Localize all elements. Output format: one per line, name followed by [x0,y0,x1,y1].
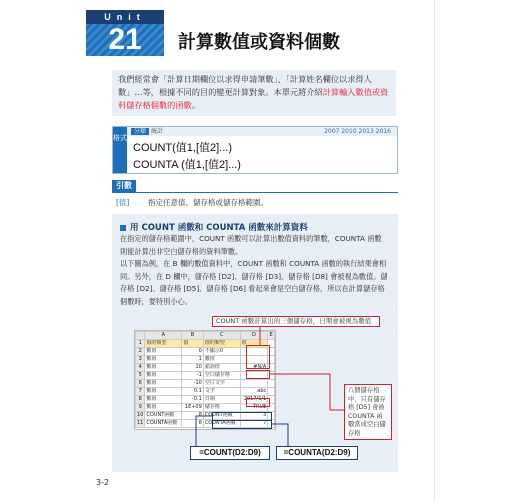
sheet-cell: 0.1 [182,388,204,396]
row-number: 2 [136,348,145,356]
sheet-cell: 8 [182,412,204,420]
col-header: D [240,332,268,340]
row-number: 10 [137,412,144,418]
args-rule [112,192,398,193]
sheet-cell: 文字 [203,388,240,396]
sheet-row [136,380,275,388]
arg-description: 指定任意值、儲存格或儲存格範圍。 [148,198,268,207]
sheet-cell: -0.1 [182,396,204,404]
sheet-cell: 7 [240,420,268,428]
category-value: 統計 [151,128,164,135]
page-title: 計算數值或資料個數 [178,32,340,53]
sheet-cell: 值的類型 [145,340,182,348]
sheet-cell [268,380,275,388]
sheet-cell: COUNTA函數 [203,420,240,428]
intro-text: 我們經常會「計算日期欄位以求得申請筆數」、「計算姓名欄位以求得人數」…等，根據不同的目的變更計算對象。本單元將介紹 [118,74,372,97]
col-header: E [269,332,273,338]
sheet-cell: abc [240,388,268,396]
row-number: 7 [136,388,145,396]
sheet-cell: 8 [182,420,204,428]
highlight-d8 [246,398,270,407]
sheet-cell: 錯誤值 [203,364,240,372]
sheet-cell: TRUE [240,404,268,412]
row-number: 4 [136,364,145,372]
sheet-cell: 數值 [145,356,182,364]
sheet-cell: 3 [240,412,268,420]
intro-text-end: 。 [191,100,200,110]
args-heading: 引數 [112,180,136,192]
highlight-d2-d4 [246,345,270,369]
highlight-counta-result [212,420,272,429]
sheet-cell: 數值 [145,364,182,372]
sheet-cell [240,380,268,388]
unit-label: Unit [86,10,164,24]
sheet-cell: 數值 [145,396,182,404]
formula-box-counta: =COUNTA(D2:D9) [276,446,358,460]
row-number: 1 [136,340,145,348]
sheet-cell: 數值 [203,356,240,364]
version-list: 2007 2010 2013 2016 [324,128,391,135]
sheet-cell [268,388,275,396]
page-header [0,0,520,62]
sheet-cell: 0 [182,348,204,356]
sheet-cell: 不顯示0 [203,348,240,356]
row-number: 5 [136,372,145,380]
format-side-label: 格式 [113,127,127,173]
sheet-cell: 值 [240,340,268,348]
category-tag: 分類 [131,128,149,135]
sheet-cell: 儲存格 [203,404,240,412]
sheet-cell: #N/A [240,364,268,372]
tip-paragraph-1: 在指定的儲存格範圍中，COUNT 函數可以計算出數值資料的筆數，COUNTA 函數則能計算出非空白儲存格的資料筆數。 [120,234,382,256]
row-number: 9 [136,404,145,412]
intro-highlight: 計算輸入數值或資料儲存格個數的函數 [118,87,389,110]
row-number: 11 [137,420,144,426]
sheet-cell: 2017/1/1 [240,396,268,404]
arg-name: [值] [116,198,130,207]
sheet-cell: -10 [182,380,204,388]
sheet-cell: 日期 [203,396,240,404]
sheet-cell: 10 [182,364,204,372]
row-number: 6 [136,380,145,388]
col-header: B [182,332,204,340]
unit-number: 21 [108,23,142,56]
sheet-cell: 數值 [145,404,182,412]
sheet-cell: 值的類型 [203,340,240,348]
sheet-row [136,388,275,396]
sheet-cell: 1 [182,356,204,364]
sheet-cell: COUNT函數 [145,412,182,420]
format-box [112,126,398,174]
highlight-d5 [246,370,270,379]
tip-body [120,233,388,308]
col-header: C [203,332,240,340]
sheet-cell: 空白儲存格 [203,372,240,380]
sheet-cell: COUNT函數 [203,412,240,420]
sheet-cell: COUNTA函數 [145,420,182,428]
formula-count: COUNT(值1,[值2]...) [133,142,233,154]
tip-title: 用 COUNT 函數和 COUNTA 函數來計算資料 [120,221,308,233]
page-divider [434,0,435,500]
col-header: A [145,332,182,340]
sheet-cell: 值 [182,340,204,348]
tip-paragraph-2: 以下圖為例，在 B 欄的數值資料中，COUNT 函數和 COUNTA 函數的執行結果會相同。另外，在 D 欄中，儲存格 [D2]、儲存格 [D3]、儲存格 [D8] 會被視為數值。儲存格 [D2]、儲存格 [D5]、儲存格 [D6] 看起來會是空白儲存格，所以在計算儲存格個數時，要特別小心。 [120,259,388,306]
sheet-cell: -1 [182,372,204,380]
corner-cell [136,332,145,340]
row-number: 3 [136,356,145,364]
page-number: 3-2 [96,478,110,487]
sheet-cell: 1E+09 [182,404,204,412]
sheet-cell: 空白文字 [203,380,240,388]
formula-box-count: =COUNT(D2:D9) [190,446,270,460]
sheet-cell: 數值 [145,372,182,380]
row-number: 8 [136,396,145,404]
callout-count-note: COUNT 函數計算出的三個儲存格，日期會被視為數值 [212,316,380,327]
callout-counta-note: 八個儲存格中，只有儲存格 [D5] 會被 COUNTA 函數當成空白儲存格 [344,384,392,440]
sheet-cell: 數值 [145,380,182,388]
intro-box [112,70,396,116]
column-header-row [136,332,275,340]
formula-counta: COUNTA (值1,[值2]...) [133,159,241,171]
sheet-cell: 數值 [145,348,182,356]
sheet-cell: 數值 [145,388,182,396]
